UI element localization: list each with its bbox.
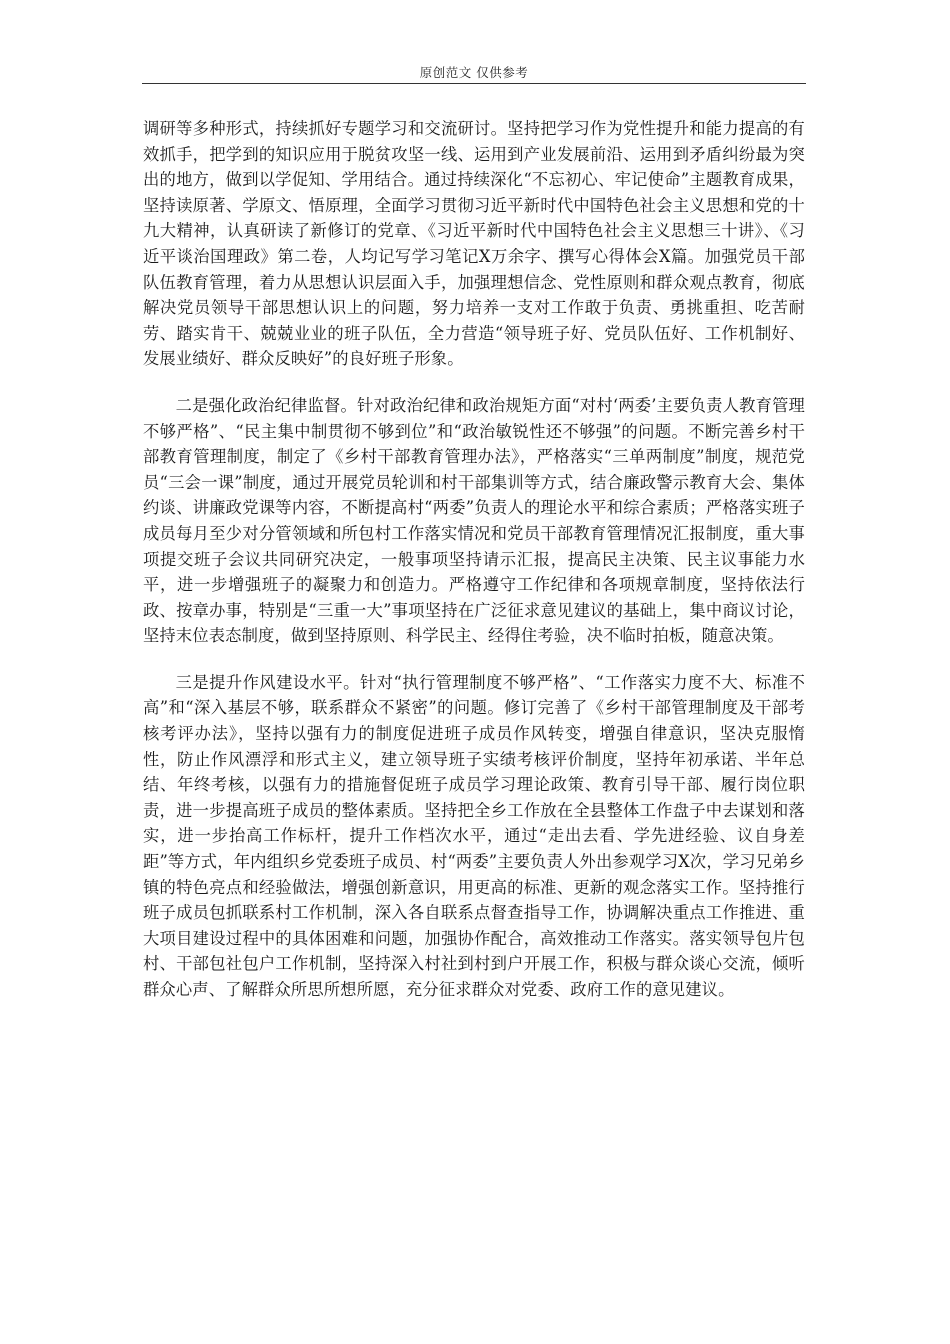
page-header [142,0,806,86]
header-divider [142,83,806,84]
paragraph-continued: 调研等多种形式，持续抓好专题学习和交流研讨。坚持把学习作为党性提升和能力提高的有效抓手，把学到的知识应用于脱贫攻坚一线、运用到产业发展前沿、运用到矛盾纠纷最为突出的地方，做到以学促知、学用结合。通过持续深化“不忘初心、牢记使命”主题教育成果，坚持读原著、学原文、悟原理，全面学习贯彻习近平新时代中国特色社会主义思想和党的十九大精神，认真研读了新修订的党章、《习近平新时代中国特色社会主义思想三十讲》、《习近平谈治国理政》第二卷，人均记写学习笔记X万余字、撰写心得体会X篇。加强党员干部队伍教育管理，着力从思想认识层面入手，加强理想信念、党性原则和群众观点教育，彻底解决党员领导干部思想认识上的问题，努力培养一支对工作敢于负责、勇挑重担、吃苦耐劳、踏实肯干、兢兢业业的班子队伍，全力营造“领导班子好、党员队伍好、工作机制好、发展业绩好、群众反映好”的良好班子形象。 [143,119,805,369]
paragraph-political-discipline: 二是强化政治纪律监督。针对政治纪律和政治规矩方面“对村‘两委’主要负责人教育管理不够严格”、“民主集中制贯彻不够到位”和“政治敏锐性还不够强”的问题。不断完善乡村干部教育管理制度，制定了《乡村干部教育管理办法》，严格落实“三单两制度”制度，规范党员“三会一课”制度，通过开展党员轮训和村干部集训等方式，结合廉政警示教育大会、集体约谈、讲廉政党课等内容，不断提高村“两委”负责人的理论水平和综合素质；严格落实班子成员每月至少对分管领域和所包村工作落实情况和党员干部教育管理情况汇报制度，重大事项提交班子会议共同研究决定，一般事项坚持请示汇报，提高民主决策、民主议事能力水平，进一步增强班子的凝聚力和创造力。严格遵守工作纪律和各项规章制度，坚持依法行政、按章办事，特别是“三重一大”事项坚持在广泛征求意见建议的基础上，集中商议讨论，坚持末位表态制度，做到坚持原则、科学民主、经得住考验，决不临时拍板，随意决策。 [143,395,805,646]
header-title: 原创范文 仅供参考 [419,65,529,80]
paragraph-work-style: 三是提升作风建设水平。针对“执行管理制度不够严格”、“工作落实力度不大、标准不高”和“深入基层不够，联系群众不紧密”的问题。修订完善了《乡村干部管理制度及干部考核考评办法》，坚持以强有力的制度促进班子成员作风转变，增强自律意识，坚决克服惰性，防止作风漂浮和形式主义，建立领导班子实绩考核评价制度，坚持年初承诺、半年总结、年终考核，以强有力的措施督促班子成员学习理论政策、教育引导干部、履行岗位职责，进一步提高班子成员的整体素质。坚持把全乡工作放在全县整体工作盘子中去谋划和落实，进一步抬高工作标杆，提升工作档次水平，通过“走出去看、学先进经验、议自身差距”等方式，年内组织乡党委班子成员、村“两委”主要负责人外出参观学习X次，学习兄弟乡镇的特色亮点和经验做法，增强创新意识，用更高的标准、更新的观念落实工作。坚持推行班子成员包抓联系村工作机制，深入各自联系点督查指导工作，协调解决重点工作推进、重大项目建设过程中的具体困难和问题，加强协作配合，高效推动工作落实。落实领导包片包村、干部包社包户工作机制，坚持深入村社到村到户开展工作，积极与群众谈心交流，倾听群众心声、了解群众所思所想所愿，充分征求群众对党委、政府工作的意见建议。 [143,672,805,999]
document-body [143,116,805,1003]
